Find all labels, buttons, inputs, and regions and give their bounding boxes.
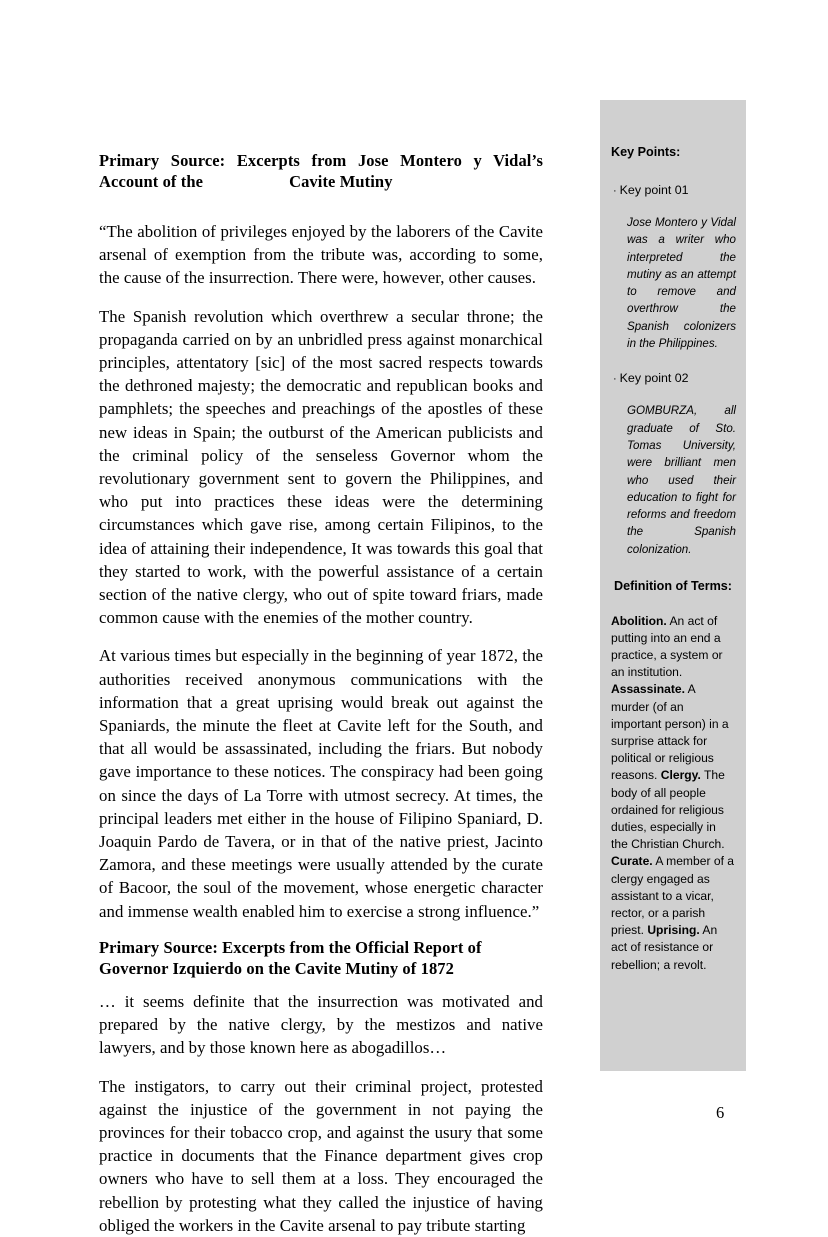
primary-source-heading-1	[99, 150, 543, 192]
key-point-label-02	[611, 370, 738, 387]
definition-term-abolition: Abolition.	[611, 613, 667, 628]
key-points-heading: Key Points:	[611, 145, 681, 159]
sidebar	[600, 100, 746, 974]
paragraph-montero-3: At various times but especially in the beginning of year 1872, the authorities received anonymous communications with the information that a great uprising would break out against the Spaniards, the minute the fleet at Cavite left for the South, and that all would be assassinated, including the friars. But nobody gave importance to these notices. The conspiracy had been going on since the days of La Torre with utmost secrecy. At times, the principal leaders met either in the house of Filipino Spaniard, D. Joaquin Pardo de Tavera, or in that of the native priest, Jacinto Zamora, and these meetings were usually attended by the curate of Bacoor, the soul of the movement, whose energetic character and immense wealth enabled him to exercise a strong influence.”	[99, 646, 543, 921]
definition-term-curate: Curate.	[611, 854, 653, 869]
definition-term-uprising: Uprising.	[647, 923, 700, 938]
key-point-note-01: Jose Montero y Vidal was a writer who interpreted the mutiny as an attempt to remove and overthrow the Spanish colonizers in the Philippines.	[627, 216, 736, 351]
heading-line-2-part-b: Cavite Mutiny	[289, 172, 393, 191]
paragraph-montero-2: The Spanish revolution which overthrew a secular throne; the propaganda carried on by an unbridled press against monarchical principles, attentatory [sic] of the most sacred respects towards the dethroned majesty; the democratic and republican books and pamphlets; the speeches and preachings of the apostles of these new ideas in Spain; the outburst of the American publicists and the criminal policy of the senseless Governor whom the revolutionary government sent to govern the Philippines, and who put into practices these ideas were the determining circumstances which gave rise, among certain Filipinos, to the idea of attaining their independence, It was towards this goal that they started to work, with the powerful assistance of a certain section of the native clergy, who out of spite toward friars, made common cause with the enemies of the mother country.	[99, 306, 543, 628]
definition-term-clergy: Clergy.	[660, 768, 701, 783]
definition-text-clergy: The body of all people ordained for religious duties, especially in the Christian Church.	[611, 768, 725, 852]
definition-text-curate: A member of a clergy engaged as assistant to a vicar, rector, or a parish priest.	[611, 854, 735, 938]
page-number: 6	[716, 1103, 725, 1122]
key-point-label-01	[611, 182, 738, 199]
primary-source-heading-2: Primary Source: Excerpts from the Official Report of Governor Izquierdo on the Cavite Mutiny of 1872	[99, 937, 482, 979]
paragraph-izquierdo-1: … it seems definite that the insurrection was motivated and prepared by the native clergy, by the mestizos and native lawyers, and by those known here as abogadillos…	[99, 991, 543, 1058]
paragraph-montero-1: “The abolition of privileges enjoyed by the laborers of the Cavite arsenal of exemption from the tribute was, according to some, the cause of the insurrection. There were, however, other causes.	[99, 222, 543, 288]
key-point-01-text: Key point 01	[619, 183, 689, 197]
heading-line-1: Primary Source: Excerpts from Jose Montero y Vidal’s	[99, 151, 543, 170]
bullet-dot-icon-2: ·	[613, 373, 617, 386]
key-point-note-02: GOMBURZA, all graduate of Sto. Tomas University, were brilliant men who used their education to fight for reforms and freedom the Spanish colonization.	[627, 404, 736, 556]
heading-line-2-part-a: Account of the	[99, 172, 204, 191]
definition-list	[611, 613, 738, 974]
heading-line-2	[99, 171, 543, 192]
bullet-dot-icon: ·	[613, 185, 617, 197]
definition-term-assassinate: Assassinate.	[611, 682, 685, 697]
definition-text-uprising: An act of resistance or rebellion; a revolt.	[611, 923, 718, 972]
document-body	[99, 150, 543, 1237]
paragraph-izquierdo-2: The instigators, to carry out their criminal project, protested against the injustice of the government in not paying the provinces for their tobacco crop, and against the usury that some practice in documents that the Finance department gives crop owners who have to sell them at a loss. They encouraged the rebellion by protesting what they called the injustice of having obliged the workers in the Cavite arsenal to pay tribute starting	[99, 1076, 543, 1235]
definition-text-abolition: An act of putting into an end a practice, a system or an institution.	[611, 613, 723, 680]
definition-text-assassinate: A murder (of an important person) in a surprise attack for political or religious reasons.	[611, 682, 729, 783]
definition-of-terms-heading: Definition of Terms:	[614, 579, 733, 594]
key-point-02-text: Key point 02	[619, 371, 689, 386]
